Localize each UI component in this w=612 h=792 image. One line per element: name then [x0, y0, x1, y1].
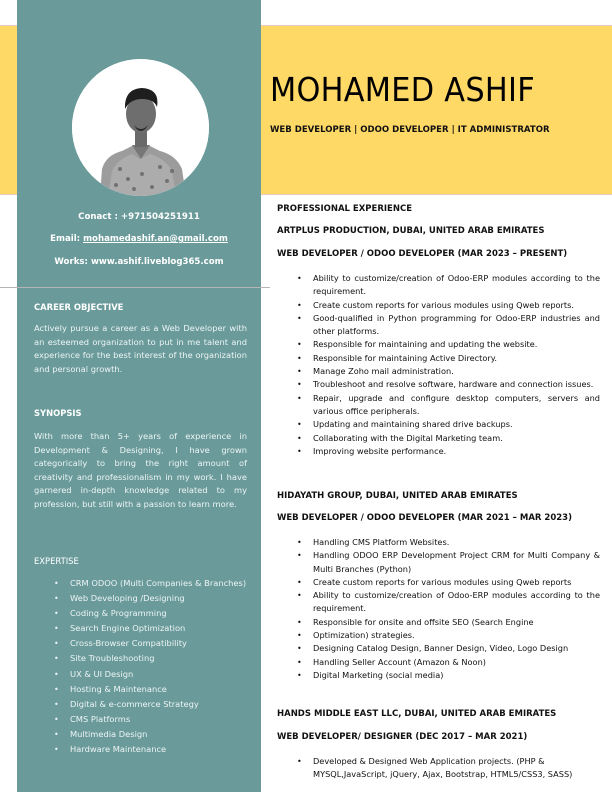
job-bullets [293, 536, 600, 682]
job-bullet: • Handling ODOO ERP Development Project CRM for Multi Company & Multi Branches (Python) [293, 549, 600, 576]
job-bullet: • Good-qualified in Python programming for Odoo-ERP industries and other platforms. [293, 312, 600, 339]
job-bullet: • Ability to customize/creation of Odoo-ERP modules according to the requirement. [293, 589, 600, 616]
expertise-list [50, 577, 247, 758]
job-bullet: • Handling Seller Account (Amazon & Noon) [293, 656, 600, 669]
job-bullet: • Handling CMS Platform Websites. [293, 536, 600, 549]
job-bullet: • Repair, upgrade and configure desktop computers, servers and various office peripherals. [293, 392, 600, 419]
person-photo-icon [72, 59, 209, 196]
email-label: Email: [50, 234, 84, 244]
synopsis-heading: SYNOPSIS [34, 408, 82, 418]
profile-photo [72, 59, 209, 196]
job-bullet: • Updating and maintaining shared drive backups. [293, 418, 600, 431]
job-bullet: • Ability to customize/creation of Odoo-ERP modules according to the requirement. [293, 272, 600, 299]
expertise-item: • Digital & e-commerce Strategy [50, 698, 247, 711]
job-role: WEB DEVELOPER / ODOO DEVELOPER (MAR 2023 – PRESENT) [277, 249, 568, 259]
job-bullet: • Manage Zoho mail administration. [293, 365, 600, 378]
expertise-heading: EXPERTISE [34, 556, 79, 566]
contact-email-row [17, 234, 261, 244]
expertise-item: • Hardware Maintenance [50, 743, 247, 756]
job-bullets [293, 755, 600, 782]
job-bullet: • Create custom reports for various modules using Qweb reports [293, 576, 600, 589]
candidate-name: MOHAMED ASHIF [270, 70, 535, 109]
email-link[interactable]: mohamedashif.an@gmail.com [83, 234, 228, 244]
job-bullet: • Optimization) strategies. [293, 629, 600, 642]
job-role: WEB DEVELOPER/ DESIGNER (DEC 2017 – MAR 2021) [277, 732, 528, 742]
job-bullets [293, 272, 600, 458]
experience-heading: PROFESSIONAL EXPERIENCE [277, 204, 412, 214]
job-company: HIDAYATH GROUP, DUBAI, UNITED ARAB EMIRATES [277, 491, 518, 501]
expertise-item: • Web Developing /Designing [50, 592, 247, 605]
synopsis-text: With more than 5+ years of experience in Development & Designing, I have grown categorically to bring the right amount of creativity and professionalism in my work. I have garnered in-depth knowledge related to my profession, but still with a passion to learn more. [34, 431, 247, 509]
expertise-item: • Search Engine Optimization [50, 622, 247, 635]
job-bullet: • Troubleshoot and resolve software, hardware and connection issues. [293, 378, 600, 391]
expertise-item: • Site Troubleshooting [50, 652, 247, 665]
job-bullet: • Responsible for maintaining Active Directory. [293, 352, 600, 365]
expertise-item: • Multimedia Design [50, 728, 247, 741]
job-bullet: • Collaborating with the Digital Marketing team. [293, 432, 600, 445]
job-bullet: • Digital Marketing (social media) [293, 669, 600, 682]
contact-website[interactable]: Works: www.ashif.liveblog365.com [54, 257, 224, 267]
job-bullet: • Designing Catalog Design, Banner Design, Video, Logo Design [293, 642, 600, 655]
job-bullet: • Improving website performance. [293, 445, 600, 458]
career-objective-heading: CAREER OBJECTIVE [34, 302, 124, 312]
expertise-item: • CMS Platforms [50, 713, 247, 726]
job-bullet: • Create custom reports for various modules using Qweb reports. [293, 299, 600, 312]
job-company: HANDS MIDDLE EAST LLC, DUBAI, UNITED ARAB EMIRATES [277, 709, 557, 719]
expertise-item: • CRM ODOO (Multi Companies & Branches) [50, 577, 247, 590]
job-bullet: • Responsible for maintaining and updating the website. [293, 338, 600, 351]
job-bullet: • Responsible for onsite and offsite SEO (Search Engine [293, 616, 600, 629]
candidate-title: WEB DEVELOPER | ODOO DEVELOPER | IT ADMINISTRATOR [270, 124, 550, 135]
expertise-item: • Hosting & Maintenance [50, 683, 247, 696]
job-company: ARTPLUS PRODUCTION, DUBAI, UNITED ARAB EMIRATES [277, 226, 545, 236]
job-role: WEB DEVELOPER / ODOO DEVELOPER (MAR 2021 – MAR 2023) [277, 513, 572, 523]
job-bullet: • Developed & Designed Web Application projects. (PHP & MYSQL,JavaScript, jQuery, Ajax, Bootstrap, HTML5/CSS3, SASS) [293, 755, 600, 782]
career-objective-text: Actively pursue a career as a Web Developer with an esteemed organization to put in me talent and experience for the best interest of the organization and personal growth. [34, 323, 247, 374]
section-divider [0, 287, 270, 288]
expertise-item: • Coding & Programming [50, 607, 247, 620]
expertise-item: • UX & UI Design [50, 668, 247, 681]
contact-phone: Conact : +971504251911 [78, 212, 200, 222]
expertise-item: • Cross-Browser Compatibility [50, 637, 247, 650]
